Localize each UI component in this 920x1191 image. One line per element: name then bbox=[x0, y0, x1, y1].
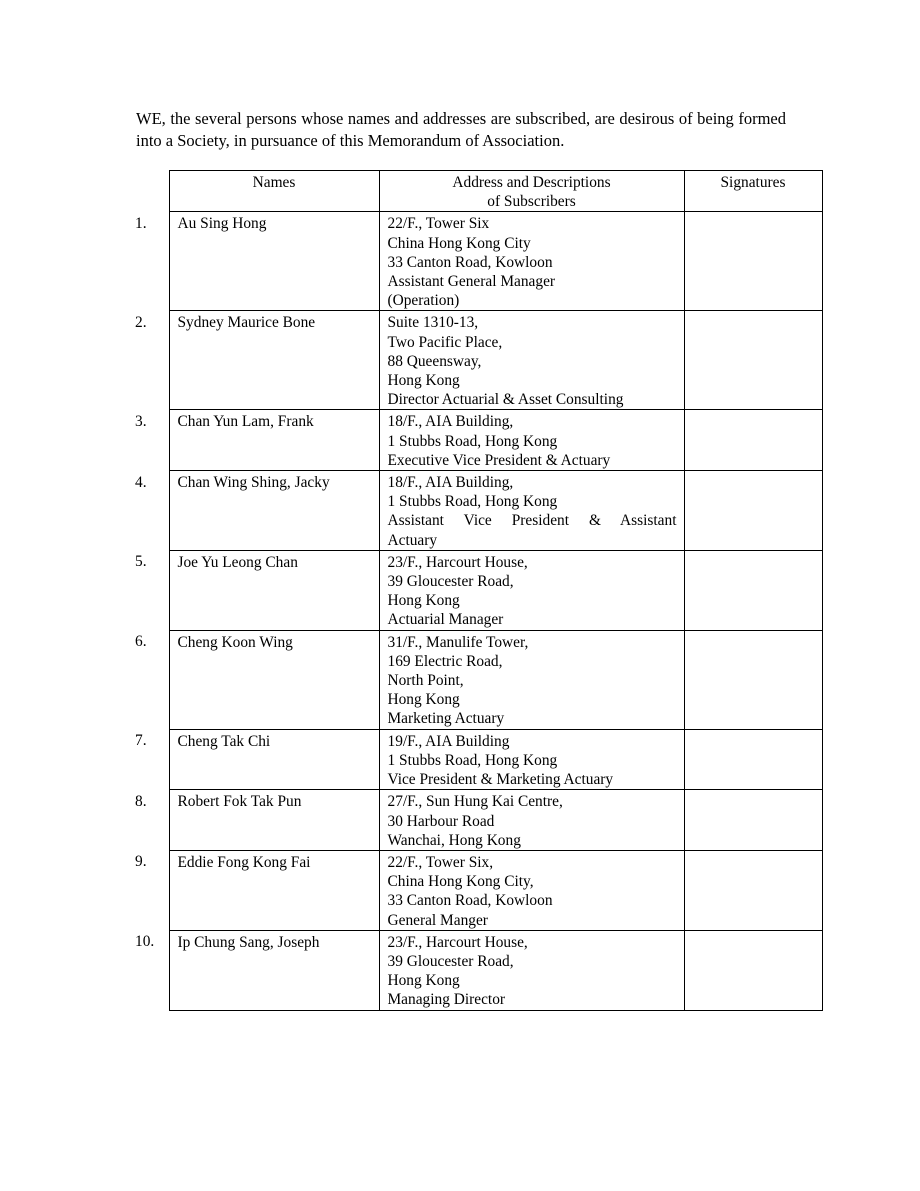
row-number: 10. bbox=[135, 933, 155, 951]
subscriber-name: Chan Wing Shing, Jacky bbox=[169, 471, 379, 551]
subscriber-address bbox=[379, 410, 684, 471]
names-column-header: Names bbox=[169, 171, 379, 212]
row-number: 9. bbox=[135, 853, 147, 871]
address-line: General Manger bbox=[387, 911, 488, 929]
address-line: Marketing Actuary bbox=[387, 710, 505, 728]
address-line: 23/F., Harcourt House, bbox=[387, 933, 528, 951]
row-number: 2. bbox=[135, 313, 147, 331]
subscriber-address bbox=[379, 212, 684, 311]
address-line: Wanchai, Hong Kong bbox=[387, 831, 521, 849]
address-line: Hong Kong bbox=[387, 691, 460, 709]
intro-paragraph: WE, the several persons whose names and addresses are subscribed, are desirous of being formed into a Society, in pursuance of this Memorandum of Association. bbox=[136, 109, 786, 150]
signature-cell[interactable] bbox=[684, 729, 822, 790]
row-number: 6. bbox=[135, 633, 147, 651]
address-line: Actuarial Manager bbox=[387, 611, 504, 629]
subscriber-name: Sydney Maurice Bone bbox=[169, 311, 379, 410]
address-line: Managing Director bbox=[387, 991, 506, 1009]
address-line: 19/F., AIA Building bbox=[387, 732, 510, 750]
address-line: 18/F., AIA Building, bbox=[387, 413, 514, 431]
address-line: Suite 1310-13, bbox=[387, 314, 479, 332]
signature-cell[interactable] bbox=[684, 850, 822, 930]
signature-cell[interactable] bbox=[684, 212, 822, 311]
row-number: 8. bbox=[135, 792, 147, 810]
address-line: 31/F., Manulife Tower, bbox=[387, 633, 529, 651]
subscriber-address bbox=[379, 790, 684, 851]
address-header-line: Address and Descriptions bbox=[452, 174, 611, 191]
subscriber-address bbox=[379, 550, 684, 630]
address-line: 33 Canton Road, Kowloon bbox=[387, 892, 553, 910]
subscriber-name: Eddie Fong Kong Fai bbox=[169, 850, 379, 930]
subscriber-address bbox=[379, 729, 684, 790]
subscriber-address bbox=[379, 471, 684, 551]
signature-cell[interactable] bbox=[684, 930, 822, 1010]
subscriber-row bbox=[134, 930, 822, 1010]
subscriber-name: Robert Fok Tak Pun bbox=[169, 790, 379, 851]
address-line: 22/F., Tower Six bbox=[387, 215, 490, 233]
address-line: Hong Kong bbox=[387, 592, 460, 610]
address-line: China Hong Kong City bbox=[387, 234, 531, 252]
address-line: Assistant General Manager bbox=[387, 273, 556, 291]
address-header-line: of Subscribers bbox=[487, 193, 576, 211]
row-number: 7. bbox=[135, 732, 147, 750]
address-line: 23/F., Harcourt House, bbox=[387, 553, 528, 571]
address-line: 22/F., Tower Six, bbox=[387, 853, 494, 871]
subscriber-name: Cheng Koon Wing bbox=[169, 630, 379, 729]
row-number: 1. bbox=[135, 214, 147, 232]
address-line: Two Pacific Place, bbox=[387, 333, 503, 351]
subscriber-address bbox=[379, 630, 684, 729]
signature-cell[interactable] bbox=[684, 550, 822, 630]
address-line: 39 Gloucester Road, bbox=[387, 952, 514, 970]
address-line: 39 Gloucester Road, bbox=[387, 573, 514, 591]
address-line: Vice President & Marketing Actuary bbox=[387, 771, 614, 789]
address-line: 169 Electric Road, bbox=[387, 652, 503, 670]
address-line: Assistant Vice President & Assistant bbox=[387, 512, 677, 530]
address-line: Actuary bbox=[387, 531, 438, 549]
row-number: 5. bbox=[135, 553, 147, 571]
signature-cell[interactable] bbox=[684, 790, 822, 851]
subscriber-row bbox=[134, 550, 822, 630]
address-line: Executive Vice President & Actuary bbox=[387, 451, 611, 469]
row-number: 3. bbox=[135, 412, 147, 430]
address-line: 27/F., Sun Hung Kai Centre, bbox=[387, 793, 563, 811]
table-header-row bbox=[134, 171, 822, 212]
address-line: (Operation) bbox=[387, 292, 460, 310]
subscriber-name: Joe Yu Leong Chan bbox=[169, 550, 379, 630]
address-line: 1 Stubbs Road, Hong Kong bbox=[387, 432, 558, 450]
subscriber-address bbox=[379, 311, 684, 410]
subscriber-address bbox=[379, 850, 684, 930]
subscriber-name: Chan Yun Lam, Frank bbox=[169, 410, 379, 471]
address-line: 1 Stubbs Road, Hong Kong bbox=[387, 751, 558, 769]
subscriber-row bbox=[134, 630, 822, 729]
signature-cell[interactable] bbox=[684, 630, 822, 729]
subscriber-row bbox=[134, 410, 822, 471]
row-number: 4. bbox=[135, 473, 147, 491]
subscriber-row bbox=[134, 790, 822, 851]
subscriber-name: Ip Chung Sang, Joseph bbox=[169, 930, 379, 1010]
subscriber-row bbox=[134, 471, 822, 551]
address-line: 1 Stubbs Road, Hong Kong bbox=[387, 493, 558, 511]
signature-cell[interactable] bbox=[684, 410, 822, 471]
subscriber-row bbox=[134, 729, 822, 790]
subscriber-row bbox=[134, 311, 822, 410]
signature-cell[interactable] bbox=[684, 471, 822, 551]
subscriber-name: Au Sing Hong bbox=[169, 212, 379, 311]
subscribers-table bbox=[134, 170, 823, 1011]
subscriber-row bbox=[134, 212, 822, 311]
subscriber-row bbox=[134, 850, 822, 930]
address-line: 30 Harbour Road bbox=[387, 812, 495, 830]
address-line: China Hong Kong City, bbox=[387, 873, 534, 891]
address-line: 88 Queensway, bbox=[387, 352, 482, 370]
address-column-header bbox=[379, 171, 684, 212]
address-line: Hong Kong bbox=[387, 972, 460, 990]
signature-cell[interactable] bbox=[684, 311, 822, 410]
address-line: Director Actuarial & Asset Consulting bbox=[387, 391, 624, 409]
address-line: 18/F., AIA Building, bbox=[387, 474, 514, 492]
subscriber-address bbox=[379, 930, 684, 1010]
subscriber-name: Cheng Tak Chi bbox=[169, 729, 379, 790]
address-line: North Point, bbox=[387, 672, 464, 690]
signatures-column-header: Signatures bbox=[684, 171, 822, 212]
address-line: Hong Kong bbox=[387, 372, 460, 390]
number-header-cell bbox=[134, 171, 169, 212]
address-line: 33 Canton Road, Kowloon bbox=[387, 253, 553, 271]
